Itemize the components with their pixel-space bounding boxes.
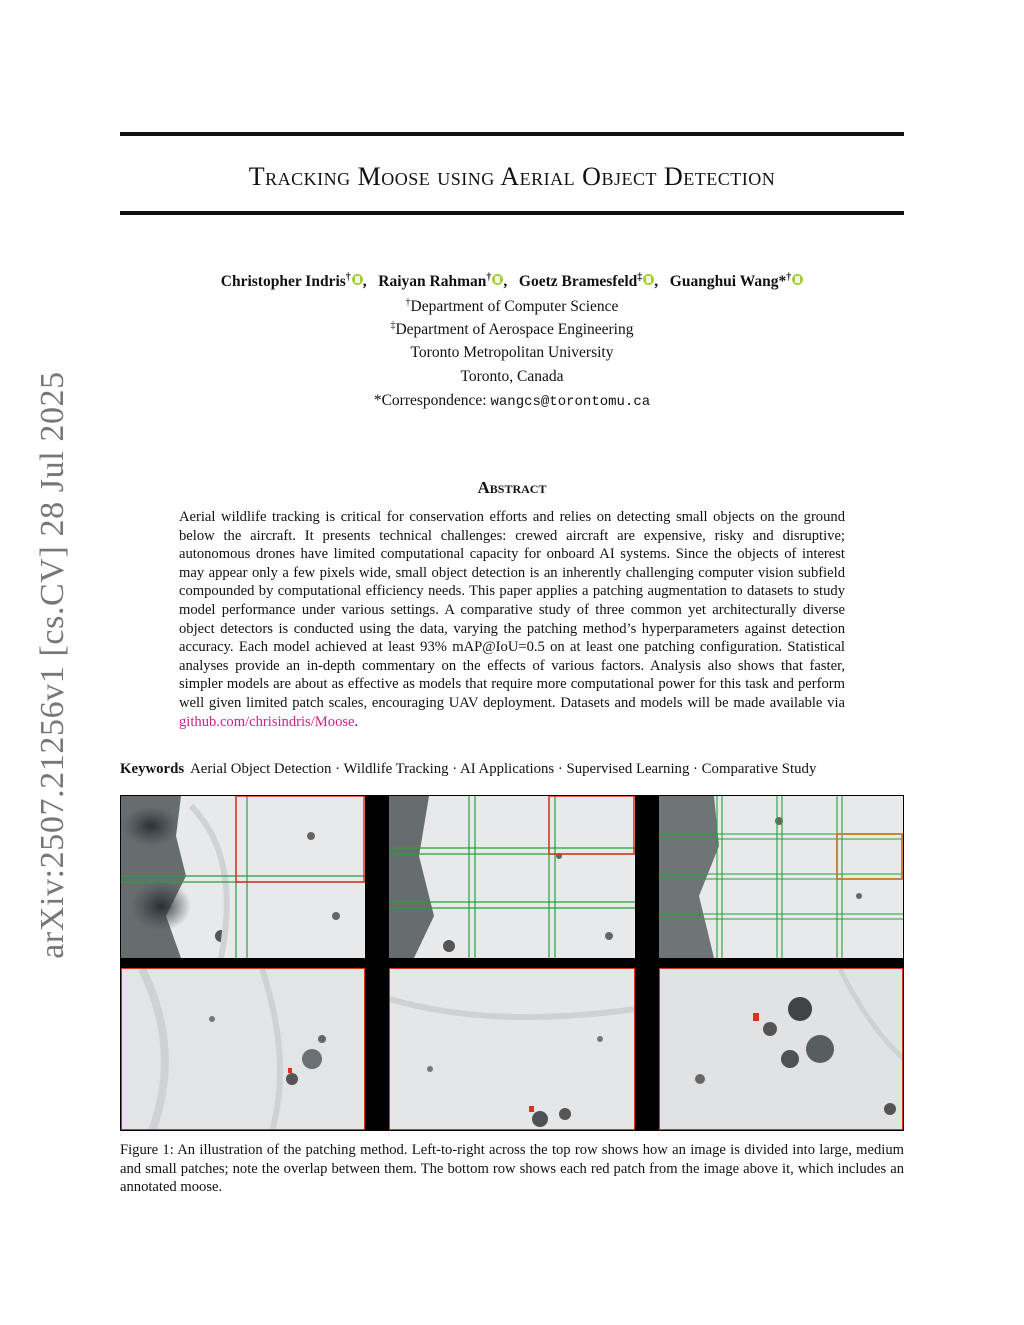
affiliation-mark: ‡	[390, 320, 396, 331]
abstract-body	[179, 508, 845, 731]
orcid-icon[interactable]	[492, 274, 503, 285]
title-word: using	[437, 162, 495, 191]
panel-medium-zoom	[389, 968, 635, 1130]
moose-annotation	[753, 1013, 759, 1021]
moose-annotation	[529, 1106, 534, 1112]
patch-grid-medium	[389, 796, 635, 958]
author-affiliation-mark: †	[486, 272, 492, 283]
author-name: Christopher Indris	[220, 273, 346, 291]
correspondence-label: *Correspondence:	[373, 392, 487, 409]
affiliation-mark: †	[405, 297, 411, 308]
zoom-small	[660, 969, 903, 1130]
panel-small-zoom	[659, 968, 903, 1130]
patch-grid-large	[121, 796, 365, 958]
arxiv-stamp[interactable]: arXiv:2507.21256v1 [cs.CV] 28 Jul 2025	[34, 371, 71, 959]
zoom-large	[122, 969, 365, 1130]
keywords-text: Aerial Object Detection · Wildlife Tracking · AI Applications · Supervised Learning · Comparative Study	[190, 761, 817, 777]
correspondence	[120, 392, 904, 410]
panel-large-patches	[121, 796, 365, 958]
author-list: Christopher Indris† , Raiyan Rahman† , Goetz Bramesfeld‡ , Guanghui Wang*†	[120, 272, 904, 291]
affiliation-aero	[120, 320, 904, 339]
orcid-icon[interactable]	[352, 274, 363, 285]
author-name: Raiyan Rahman	[378, 273, 487, 291]
orcid-icon[interactable]	[643, 274, 654, 285]
author-name: Guanghui Wang*	[669, 273, 787, 291]
keywords-label: Keywords	[120, 761, 185, 777]
panel-large-zoom	[121, 968, 365, 1130]
university: Toronto Metropolitan University	[410, 344, 614, 361]
patch-grid-small	[659, 796, 903, 958]
title-bottom-rule	[120, 211, 904, 215]
author-affiliation-mark: †	[786, 272, 792, 283]
author-affiliation-mark: †	[345, 272, 351, 283]
affiliation-aero-text: Department of Aerospace Engineering	[395, 321, 634, 339]
figure-caption: Figure 1: An illustration of the patching method. Left-to-right across the top row shows how an image is divided into large, medium and small patches; note the overlap between them. The bottom row shows each red patch from the image above it, which includes an annotated moose.	[120, 1142, 904, 1195]
author-name: Goetz Bramesfeld	[518, 273, 638, 291]
abstract-text: Aerial wildlife tracking is critical for conservation efforts and relies on detecting small objects on the ground below the aircraft. It presents technical challenges: crewed aircraft are expensive, risky and disruptive; autonomous drones have limited computational capacity for onboard AI systems. Since the objects of interest may appear only a few pixels wide, small object detection is an inherently challenging computer vision subfield compounded by computational efficiency needs. This paper applies a patching augmentation to datasets to study model performance under various settings. A comparative study of three common yet architecturally diverse object detectors is conducted using the data, varying the patching method’s hyperparameters against detection accuracy. Each model achieved at least 93% mAP@IoU=0.5 on at least one patching configuration. Statistical analyses provide an in-depth commentary on the effects of various factors. Analysis also shows that faster, simpler models are about as effective as models that require more computational power for this task and perform well given limited patch scales, encouraging UAV deployment. Datasets and models will be made available via	[179, 509, 845, 711]
author-affiliation-mark: ‡	[637, 272, 643, 283]
affiliation-cs	[120, 297, 904, 316]
title-word: Tracking	[248, 162, 351, 191]
location: Toronto, Canada	[460, 368, 564, 385]
abstract-end: .	[354, 713, 359, 730]
moose-annotation	[288, 1068, 292, 1073]
title-word: Detection	[663, 162, 776, 191]
orcid-icon[interactable]	[792, 274, 803, 285]
paper-title	[120, 162, 904, 192]
figure-patching	[120, 795, 904, 1131]
top-rule	[120, 132, 904, 136]
correspondence-email[interactable]: wangcs@torontomu.ca	[490, 394, 651, 410]
keywords-line	[120, 761, 920, 778]
zoom-medium	[390, 969, 635, 1130]
title-word: Object	[582, 162, 657, 191]
github-link[interactable]: github.com/chrisindris/Moose	[179, 713, 355, 730]
title-word: Moose	[357, 162, 431, 191]
affiliation-cs-text: Department of Computer Science	[410, 298, 619, 316]
abstract-heading: Abstract	[477, 478, 547, 497]
panel-medium-patches	[389, 796, 635, 958]
panel-small-patches	[659, 796, 903, 958]
title-word: Aerial	[500, 162, 576, 191]
